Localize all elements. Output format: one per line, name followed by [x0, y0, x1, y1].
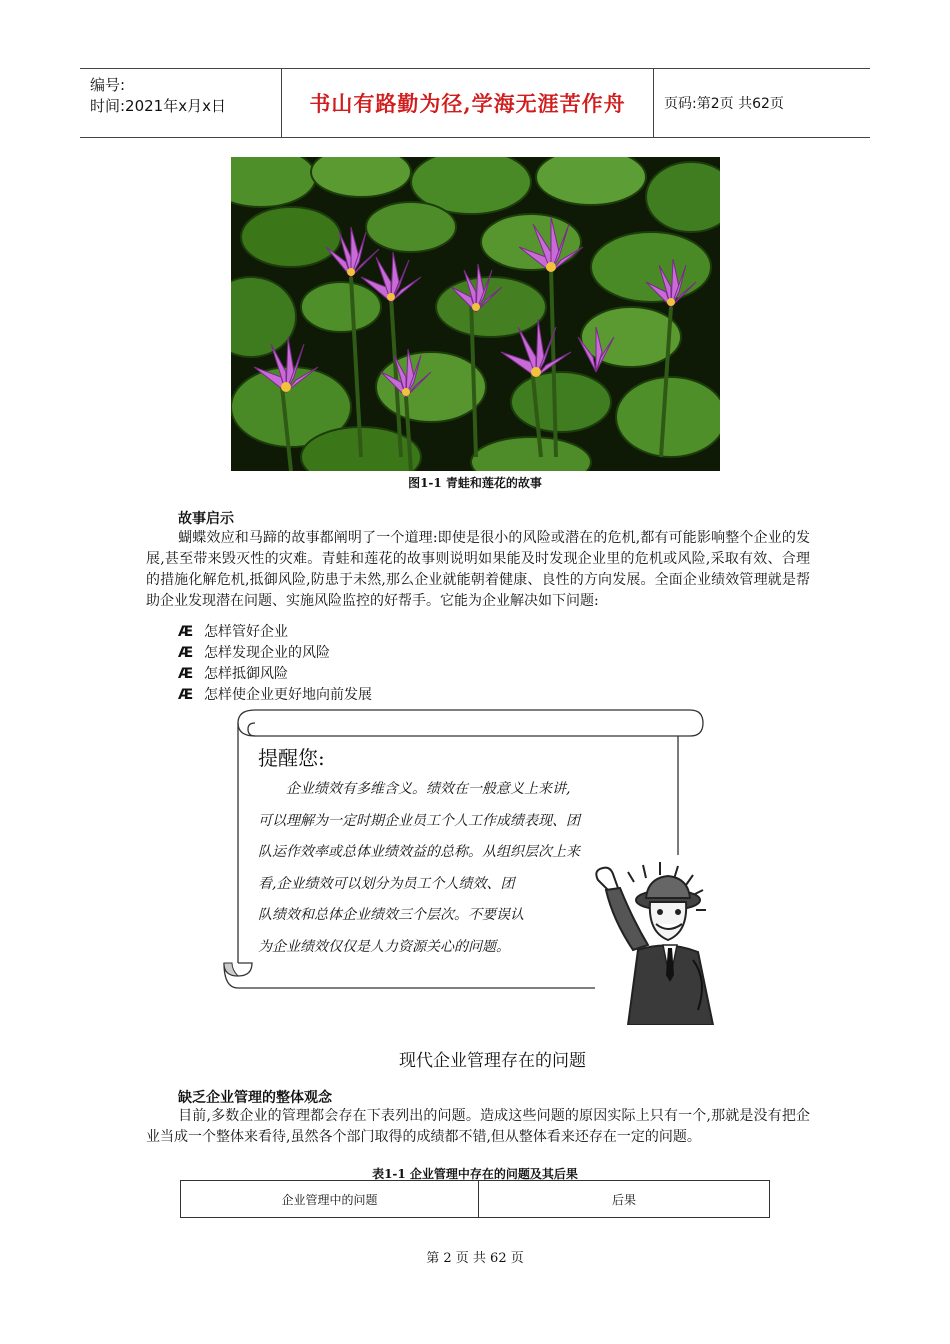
list-item	[178, 622, 372, 643]
header-page-info: 页码:第2页 共62页	[664, 96, 784, 112]
list-item	[178, 643, 372, 664]
time-label: 时间:2021年x月x日	[90, 97, 226, 115]
figure-caption: 图1-1 青蛙和莲花的故事	[408, 476, 542, 490]
bullet-symbol: Æ	[178, 645, 194, 661]
reminder-line: 企业绩效有多维含义。绩效在一般意义上来讲,	[286, 781, 571, 797]
reminder-line: 队绩效和总体企业绩效三个层次。不要误认	[258, 907, 524, 923]
reminder-line: 看,企业绩效可以划分为员工个人绩效、团	[258, 875, 515, 892]
number-label: 编号:	[90, 76, 126, 94]
bullet-text: 怎样管好企业	[204, 624, 288, 640]
bullet-text: 怎样发现企业的风险	[204, 645, 330, 661]
list-item	[178, 664, 372, 685]
story-paragraph-text: 蝴蝶效应和马蹄的故事都阐明了一个道理:即使是很小的风险或潜在的危机,都有可能影响整个企业的发展,甚至带来毁灭性的灾难。青蛙和莲花的故事则说明如果能及时发现企业里的危机或风险,采取有效、合理的措施化解危机,抵御风险,防患于未然,那么企业就能朝着健康、良性的方向发展。全面企业绩效管理就是帮助企业发现潜在问题、实施风险监控的好帮手。它能为企业解决如下问题:	[146, 530, 810, 609]
lotus-photo	[231, 157, 720, 471]
section-paragraph-text: 目前,多数企业的管理都会存在下表列出的问题。造成这些问题的原因实际上只有一个,那就是没有把企业当成一个整体来看待,虽然各个部门取得的成绩都不错,但从整体看来还存在一定的问题。	[146, 1108, 810, 1145]
section-paragraph	[146, 1106, 810, 1148]
section-title: 现代企业管理存在的问题	[399, 1051, 586, 1071]
table-header-problem: 企业管理中的问题	[181, 1181, 479, 1217]
story-bullet-list	[178, 622, 372, 706]
list-item	[178, 685, 372, 706]
bullet-symbol: Æ	[178, 624, 194, 640]
bullet-text: 怎样抵御风险	[204, 666, 288, 682]
bullet-symbol: Æ	[178, 687, 194, 703]
story-heading: 故事启示	[178, 511, 234, 527]
bullet-text: 怎样使企业更好地向前发展	[204, 687, 372, 703]
section-heading: 缺乏企业管理的整体观念	[178, 1090, 332, 1106]
bullet-symbol: Æ	[178, 666, 194, 682]
reminder-line: 可以理解为一定时期企业员工个人工作成绩表现、团	[258, 812, 580, 829]
table-caption: 表1-1 企业管理中存在的问题及其后果	[372, 1167, 578, 1181]
problems-table	[180, 1180, 770, 1218]
header-motto: 书山有路勤为径,学海无涯苦作舟	[282, 69, 654, 137]
reminder-line: 队运作效率或总体业绩效益的总称。从组织层次上来	[258, 844, 580, 860]
reminder-title: 提醒您:	[258, 746, 325, 770]
cartoon-man-illustration	[588, 860, 728, 1025]
page-footer: 第 2 页 共 62 页	[426, 1251, 524, 1266]
header-meta	[80, 69, 282, 137]
reminder-line: 为企业绩效仅仅是人力资源关心的问题。	[258, 938, 510, 955]
table-header-consequence: 后果	[611, 1192, 636, 1207]
story-paragraph	[146, 528, 810, 612]
document-header	[80, 68, 870, 138]
